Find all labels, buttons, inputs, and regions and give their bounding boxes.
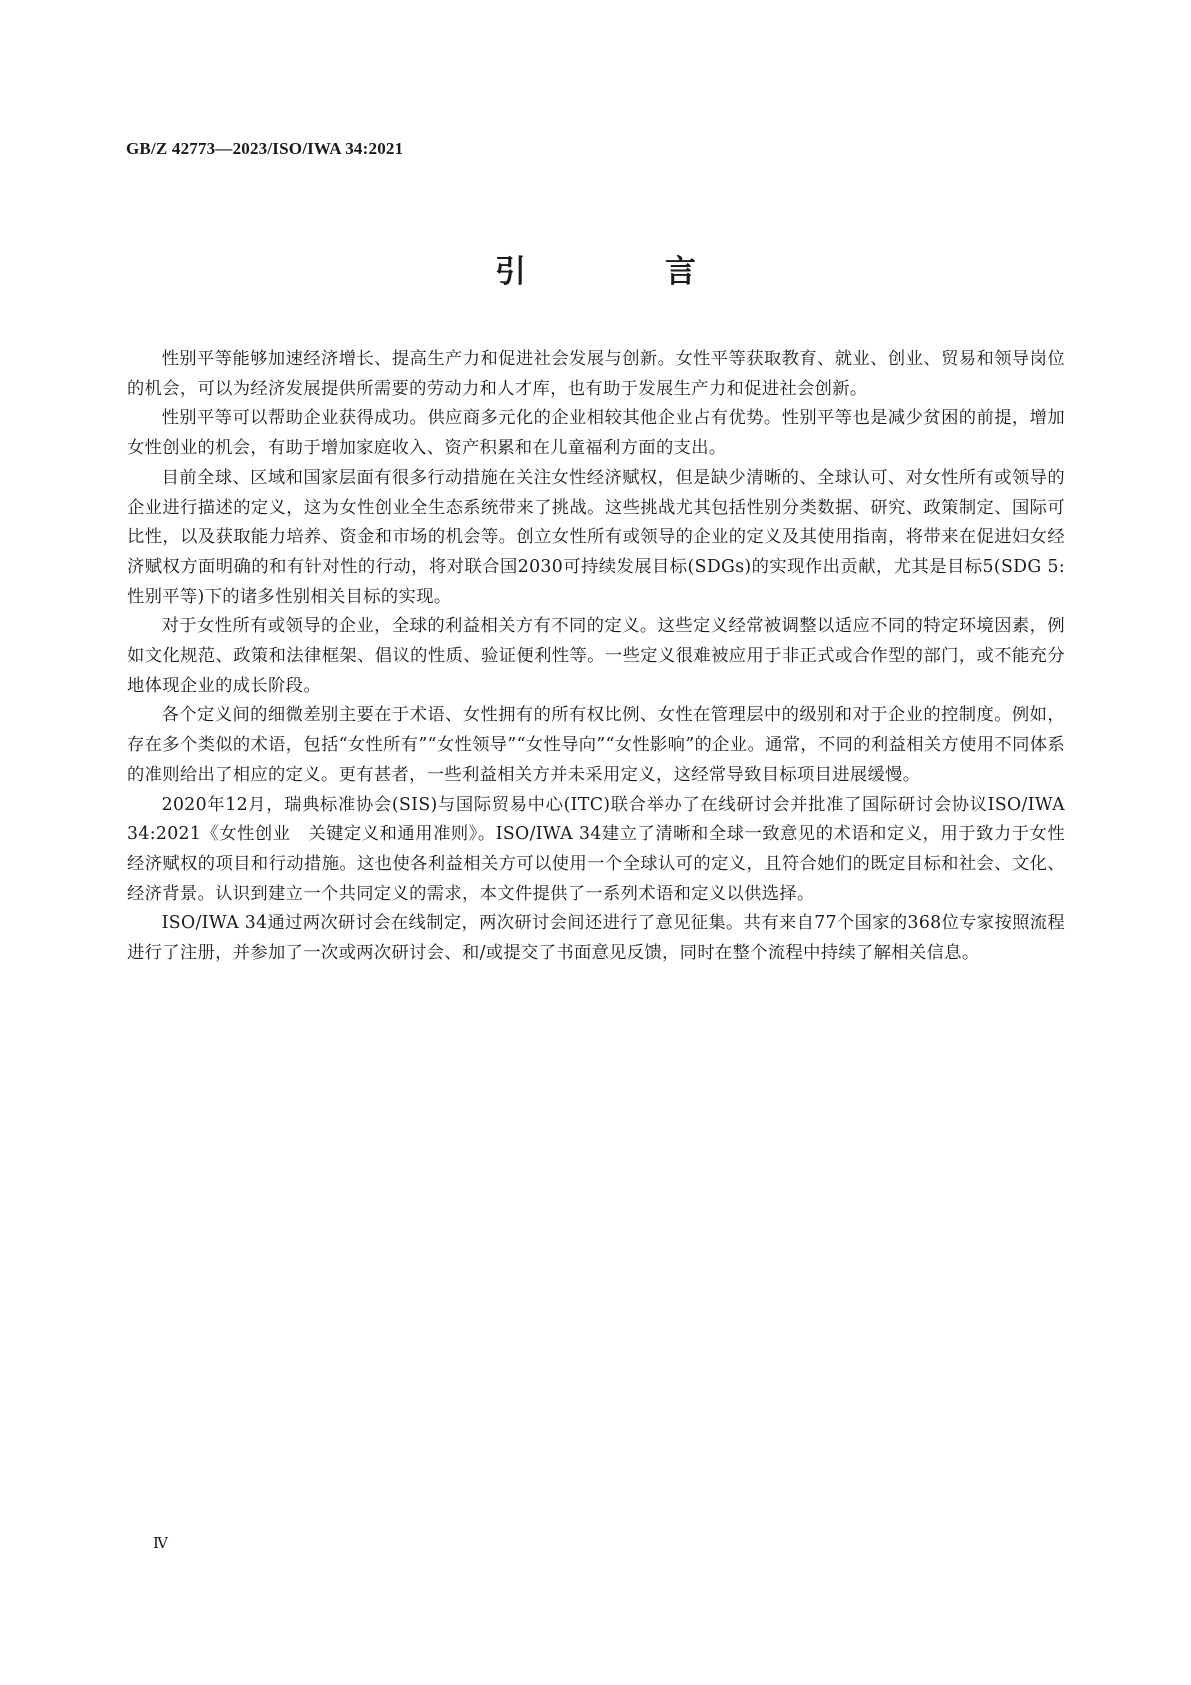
paragraph-1: 性别平等能够加速经济增长、提高生产力和促进社会发展与创新。女性平等获取教育、就业、创业、贸易和领导岗位的机会，可以为经济发展提供所需要的劳动力和人才库，也有助于发展生产力和促进社会创新。 bbox=[127, 349, 1065, 399]
document-body bbox=[127, 345, 1065, 969]
paragraph-6: 2020年12月，瑞典标准协会(SIS)与国际贸易中心(ITC)联合举办了在线研讨会并批准了国际研讨会协议ISO/IWA 34:2021《女性创业 关键定义和通用准则》。ISO/IWA 34建立了清晰和全球一致意见的术语和定义，用于致力于女性经济赋权的项目和行动措施。这也使各利益相关方可以使用一个全球认可的定义，且符合她们的既定目标和社会、文化、经济背景。认识到建立一个共同定义的需求，本文件提供了一系列术语和定义以供选择。 bbox=[127, 794, 1065, 904]
paragraph-2: 性别平等可以帮助企业获得成功。供应商多元化的企业相较其他企业占有优势。性别平等也是减少贫困的前提，增加女性创业的机会，有助于增加家庭收入、资产积累和在儿童福利方面的支出。 bbox=[127, 408, 1065, 459]
paragraph-4: 对于女性所有或领导的企业，全球的利益相关方有不同的定义。这些定义经常被调整以适应不同的特定环境因素，例如文化规范、政策和法律框架、倡议的性质、验证便利性等。一些定义很难被应用于非正式或合作型的部门，或不能充分地体现企业的成长阶段。 bbox=[127, 616, 1065, 696]
page-number: Ⅳ bbox=[153, 1536, 168, 1552]
paragraph-3: 目前全球、区域和国家层面有很多行动措施在关注女性经济赋权，但是缺少清晰的、全球认可、对女性所有或领导的企业进行描述的定义，这为女性创业全生态系统带来了挑战。这些挑战尤其包括性别分类数据、研究、政策制定、国际可比性，以及获取能力培养、资金和市场的机会等。创立女性所有或领导的企业的定义及其使用指南，将带来在促进妇女经济赋权方面明确的和有针对性的行动，将对联合国2030可持续发展目标(SDGs)的实现作出贡献，尤其是目标5(SDG 5:性别平等)下的诸多性别相关目标的实现。 bbox=[127, 467, 1065, 607]
paragraph-7: ISO/IWA 34通过两次研讨会在线制定，两次研讨会间还进行了意见征集。共有来自77个国家的368位专家按照流程进行了注册，并参加了一次或两次研讨会、和/或提交了书面意见反馈，同时在整个流程中持续了解相关信息。 bbox=[127, 913, 1065, 964]
document-header: GB/Z 42773—2023/ISO/IWA 34:2021 bbox=[126, 139, 404, 158]
section-title: 引 言 bbox=[495, 254, 750, 290]
paragraph-5: 各个定义间的细微差别主要在于术语、女性拥有的所有权比例、女性在管理层中的级别和对于企业的控制度。例如，存在多个类似的术语，包括“女性所有”“女性领导”“女性导向”“女性影响”的企业。通常，不同的利益相关方使用不同体系的准则给出了相应的定义。更有甚者，一些利益相关方并未采用定义，这经常导致目标项目进展缓慢。 bbox=[127, 705, 1065, 785]
